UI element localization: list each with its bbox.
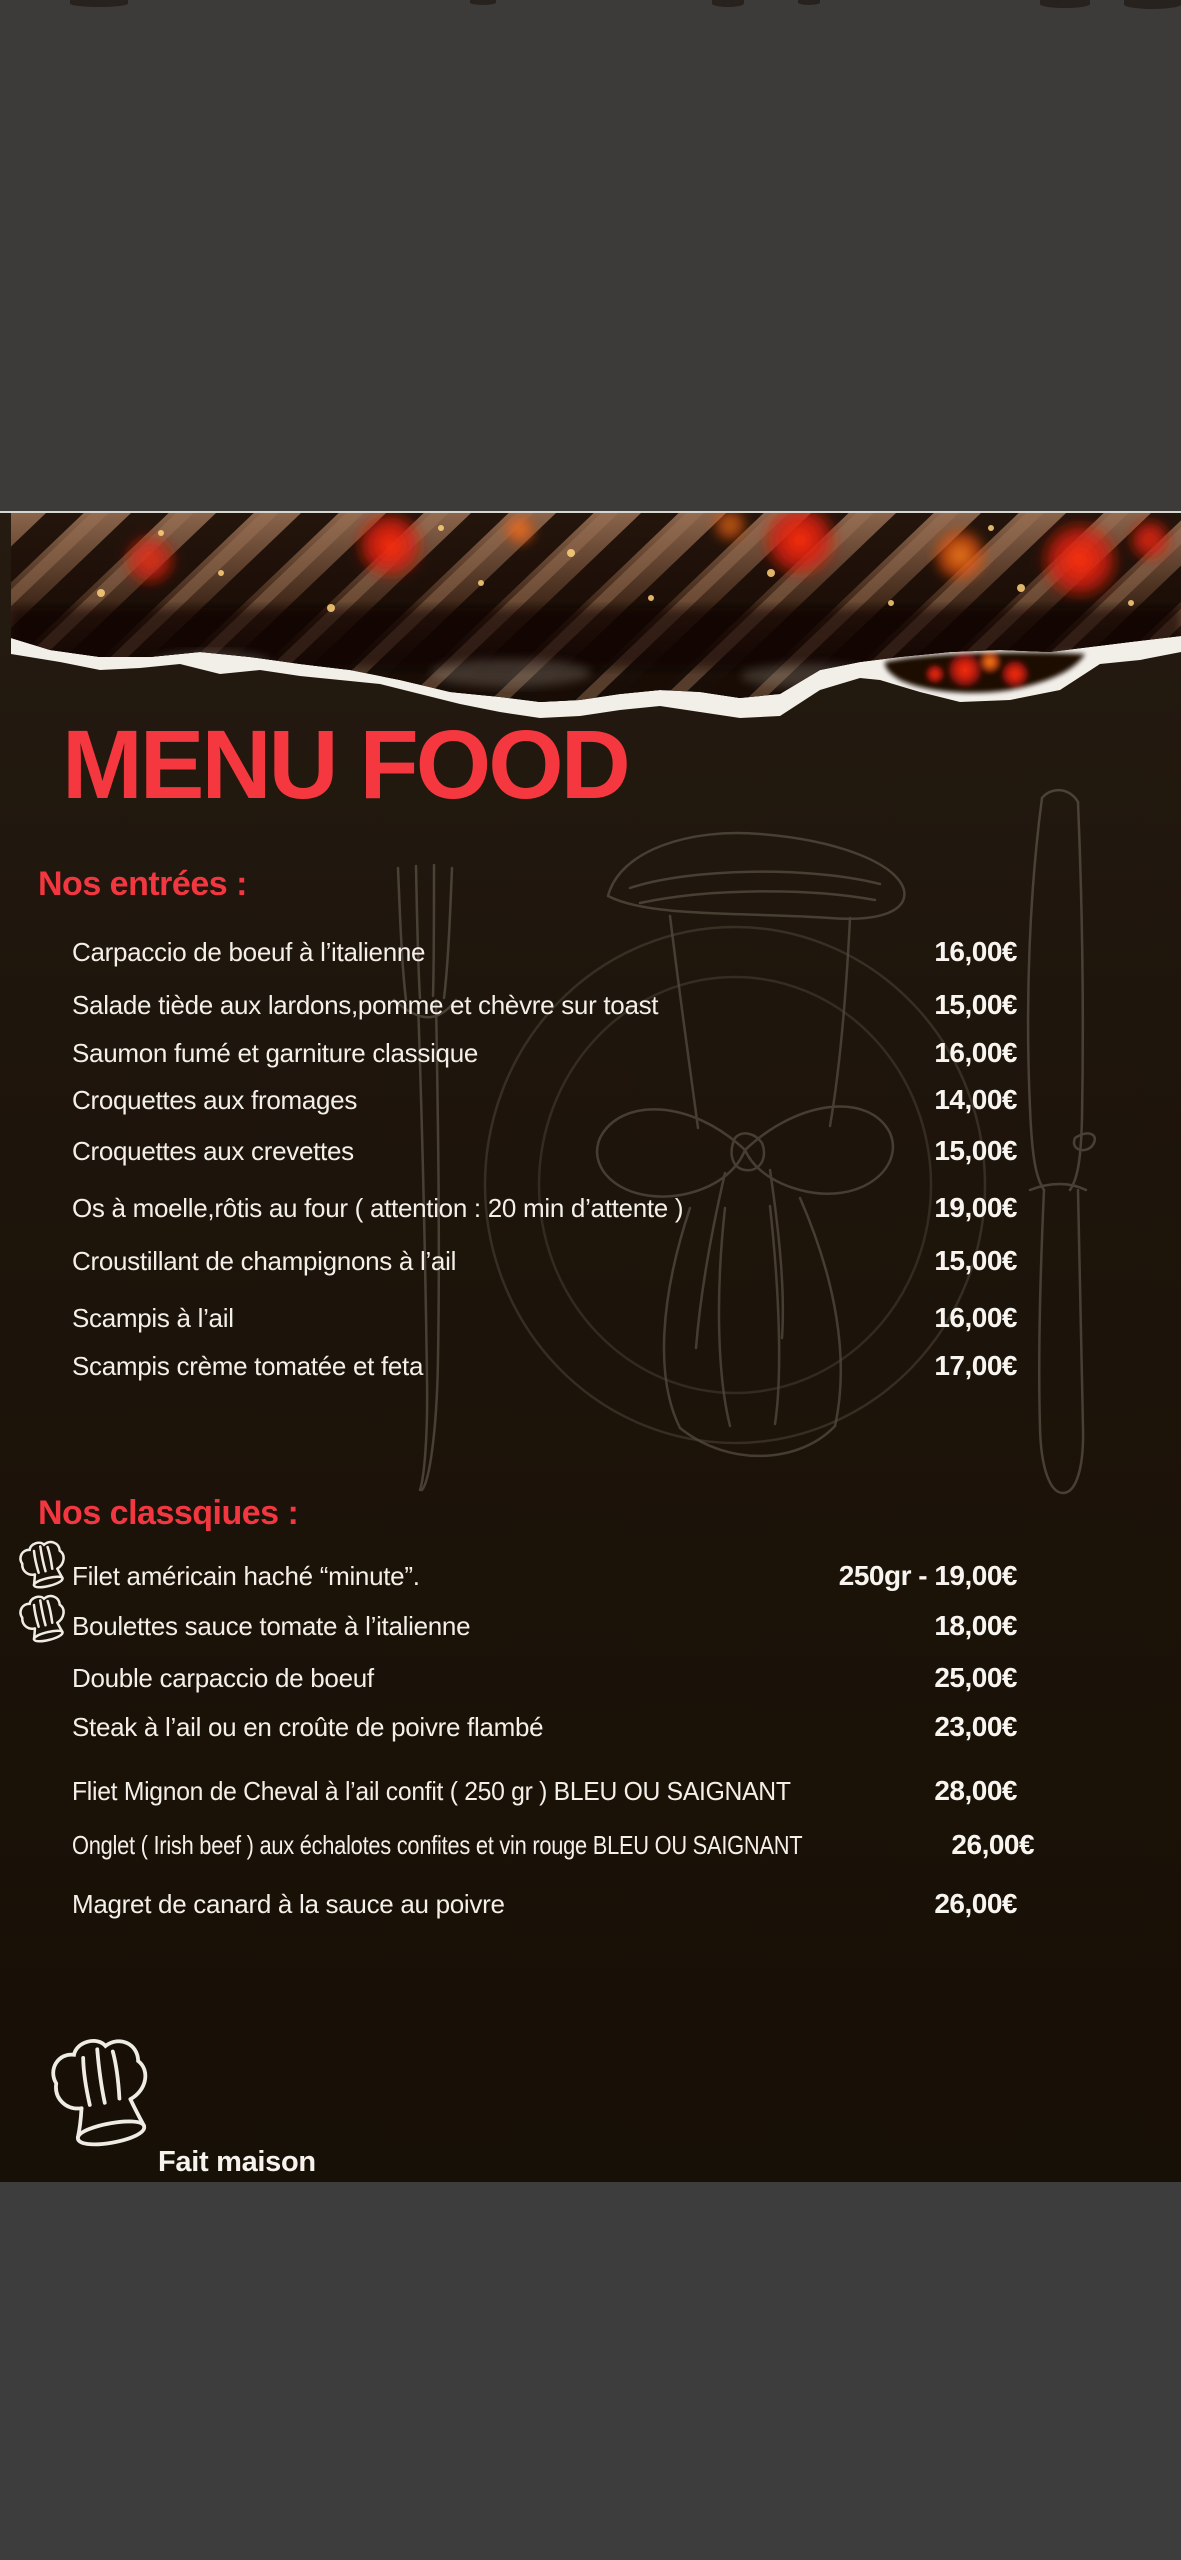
menu-item-row <box>72 1606 1017 1646</box>
menu-page <box>0 513 1181 2182</box>
menu-item-price: 23,00€ <box>934 1711 1017 1742</box>
menu-item-row <box>72 985 1017 1025</box>
menu-item-price: 16,00€ <box>934 936 1017 967</box>
menu-item-price: 15,00€ <box>934 1245 1017 1276</box>
menu-item-price: 26,00€ <box>951 1829 1035 1860</box>
menu-item-price: 17,00€ <box>934 1350 1017 1381</box>
menu-item-name: Onglet ( Irish beef ) aux échalotes confites et vin rouge BLEU OU SAIGNANT <box>72 1829 803 1860</box>
knife-icon <box>1028 790 1095 1493</box>
menu-item-row <box>72 1707 1017 1747</box>
place-setting-sketch <box>330 738 1140 1518</box>
menu-item-price: 19,00€ <box>934 1192 1017 1223</box>
menu-item-name: Saumon fumé et garniture classique <box>72 1037 479 1068</box>
menu-item-row <box>72 1241 1017 1281</box>
menu-item-name: Steak à l’ail ou en croûte de poivre flambé <box>72 1711 544 1742</box>
menu-item-name: Magret de canard à la sauce au poivre <box>72 1888 505 1919</box>
menu-item-row <box>72 1298 1017 1338</box>
menu-item-price: 26,00€ <box>934 1888 1017 1919</box>
menu-item-price: 15,00€ <box>934 989 1017 1020</box>
menu-item-price: 15,00€ <box>934 1135 1017 1166</box>
menu-item-row <box>72 1033 1017 1073</box>
chef-hat-icon <box>19 1540 71 1598</box>
viewer-background-top <box>0 0 1181 511</box>
menu-item-row <box>72 1825 1035 1865</box>
menu-item-row <box>72 1658 1017 1698</box>
viewer-background-bottom <box>0 2182 1181 2560</box>
section-heading-classiques: Nos classqiues : <box>38 1494 299 1532</box>
menu-item-name: Salade tiède aux lardons,pomme et chèvre sur toast <box>72 989 659 1020</box>
menu-item-price: 14,00€ <box>934 1084 1017 1115</box>
grill-photo <box>11 513 1181 730</box>
menu-item-row <box>72 1556 1017 1596</box>
menu-item-name: Croustillant de champignons à l’ail <box>72 1245 457 1276</box>
menu-item-row <box>72 1346 1017 1386</box>
menu-item-name: Boulettes sauce tomate à l’italienne <box>72 1610 471 1641</box>
menu-item-row <box>72 1131 1017 1171</box>
top-edge-artifact <box>70 0 128 7</box>
page-title: MENU FOOD <box>62 710 628 819</box>
menu-item-name: Scampis crème tomatée et feta <box>72 1350 424 1381</box>
menu-item-price: 250gr - 19,00€ <box>838 1560 1017 1591</box>
menu-item-row <box>72 1188 1017 1228</box>
section-heading-entrees: Nos entrées : <box>38 865 247 903</box>
menu-item-name: Scampis à l’ail <box>72 1302 234 1333</box>
chef-hat-icon <box>19 1594 71 1652</box>
top-edge-artifact <box>1040 0 1090 8</box>
menu-item-name: Carpaccio de boeuf à l’italienne <box>72 936 426 967</box>
menu-item-price: 28,00€ <box>934 1775 1017 1806</box>
menu-item-name: Os à moelle,rôtis au four ( attention : 20 min d’attente ) <box>72 1192 684 1223</box>
menu-item-row <box>72 1771 1017 1811</box>
top-edge-artifact <box>1124 0 1181 9</box>
top-edge-artifact <box>712 0 744 7</box>
footer-label: Fait maison <box>158 2146 316 2178</box>
menu-item-row <box>72 932 1017 972</box>
menu-item-price: 18,00€ <box>934 1610 1017 1641</box>
top-edge-artifact <box>798 0 820 5</box>
menu-item-price: 16,00€ <box>934 1037 1017 1068</box>
menu-item-name: Croquettes aux crevettes <box>72 1135 354 1166</box>
menu-item-price: 16,00€ <box>934 1302 1017 1333</box>
menu-item-price: 25,00€ <box>934 1662 1017 1693</box>
menu-item-name: Filet américain haché “minute”. <box>72 1560 420 1591</box>
menu-item-name: Croquettes aux fromages <box>72 1084 358 1115</box>
top-edge-artifact <box>470 0 496 5</box>
menu-item-row <box>72 1884 1017 1924</box>
menu-item-name: Fliet Mignon de Cheval à l’ail confit ( 250 gr ) BLEU OU SAIGNANT <box>72 1775 791 1806</box>
menu-item-name: Double carpaccio de boeuf <box>72 1662 374 1693</box>
menu-item-row <box>72 1080 1017 1120</box>
chef-hat-large-icon <box>50 2035 158 2161</box>
